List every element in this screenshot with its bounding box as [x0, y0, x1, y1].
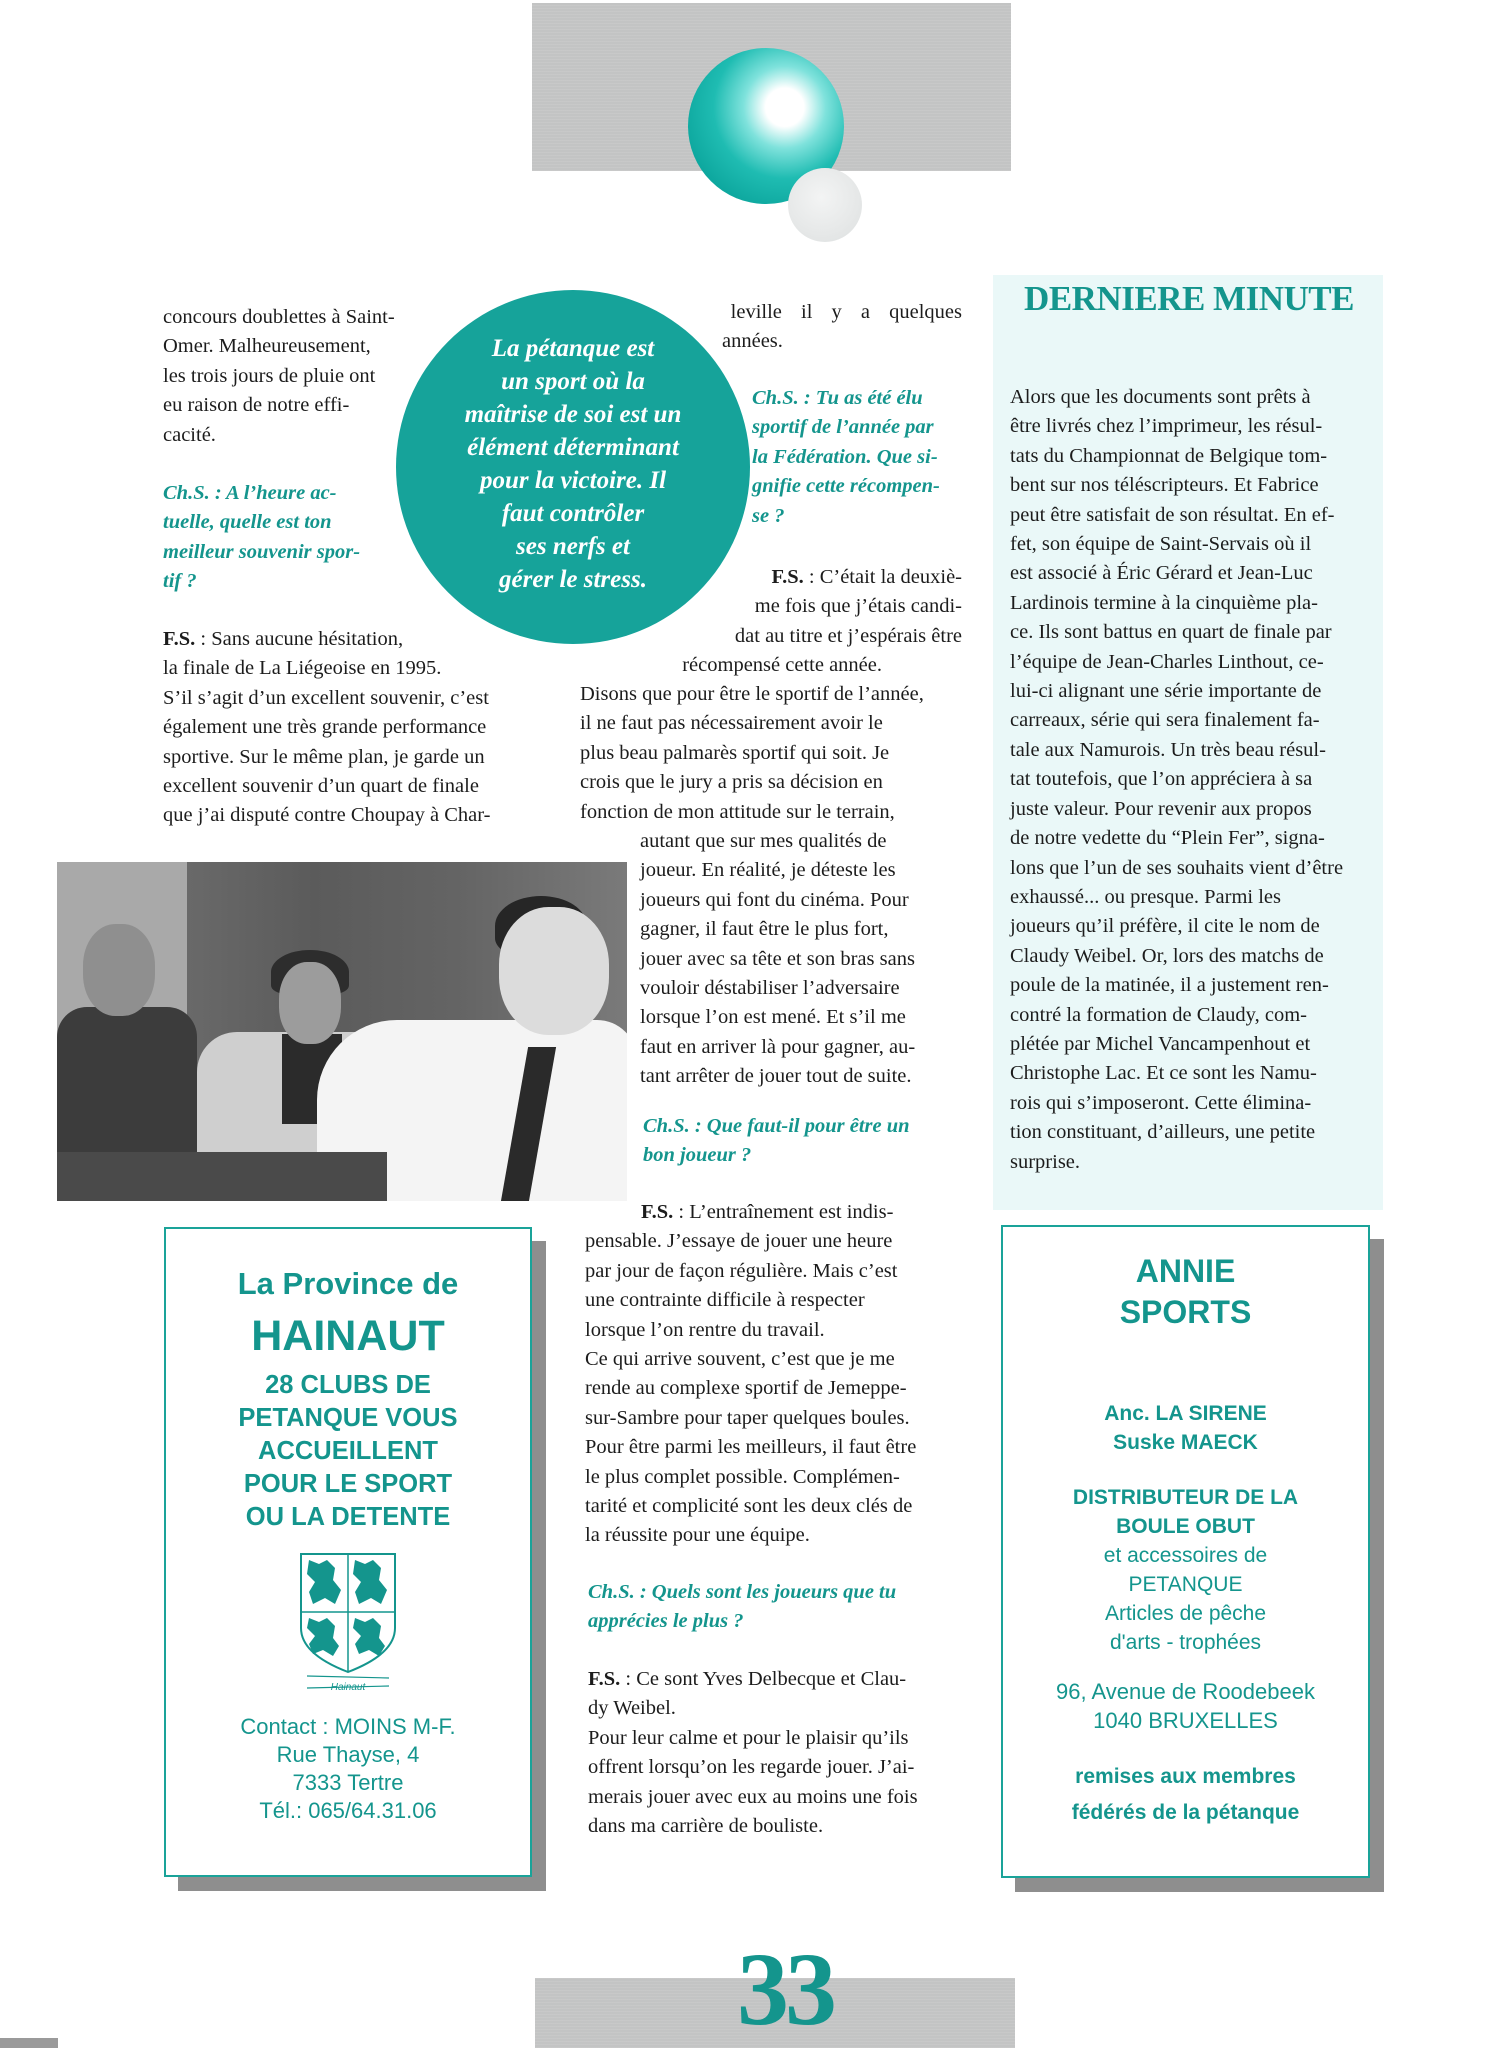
- text-line: joueur. En réalité, je déteste les: [640, 859, 896, 882]
- text-line: Disons que pour être le sportif de l’année,: [580, 683, 924, 705]
- speaker-label: F.S.: [163, 628, 196, 650]
- photo-players-at-table: [57, 862, 627, 1201]
- speaker-label: F.S.: [771, 566, 804, 588]
- speaker-label: F.S.: [641, 1201, 674, 1223]
- text-line: apprécies le plus ?: [588, 1610, 744, 1633]
- col2-intro-text: [700, 298, 962, 357]
- text-line: que j’ai disputé contre Choupay à Char-: [163, 804, 491, 827]
- ad-line: fédérés de la pétanque: [1071, 1801, 1300, 1824]
- text-line: tant arrêter de jouer tout de suite.: [640, 1065, 912, 1088]
- ad-heading: SPORTS: [1119, 1294, 1252, 1330]
- ad-line: Articles de pêche: [1104, 1602, 1267, 1625]
- text-line: gagner, il faut être le plus fort,: [640, 918, 889, 941]
- text-line: eu raison de notre effi-: [163, 394, 350, 417]
- text-line: merais jouer avec eux au moins une fois: [588, 1785, 918, 1808]
- text-line: bent sur nos téléscripteurs. Et Fabrice: [1010, 474, 1319, 497]
- text-line: concours doublettes à Saint-: [163, 306, 395, 328]
- ad-address: 1040 BRUXELLES: [1093, 1708, 1278, 1733]
- text-line: la finale de La Liégeoise en 1995.: [163, 657, 442, 680]
- text-line: : L’entraînement est indis-: [673, 1201, 894, 1223]
- text-line: l’équipe de Jean-Charles Linthout, ce-: [1010, 650, 1324, 673]
- text-line: peut être satisfait de son résultat. En ef-: [1010, 503, 1335, 526]
- page-number: 33: [737, 1932, 833, 2047]
- text-line: Claudy Weibel. Or, lors des matchs de: [1010, 944, 1324, 967]
- text-line: Ce qui arrive souvent, c’est que je me: [585, 1348, 895, 1371]
- ad-line: BOULE OBUT: [1116, 1515, 1255, 1538]
- text-line: la réussite pour une équipe.: [585, 1524, 810, 1547]
- col2-body-text: [580, 680, 962, 827]
- contact-line: 7333 Tertre: [292, 1770, 404, 1795]
- text-line: lui-ci alignant une série importante de: [1010, 680, 1322, 703]
- text-line: récompensé cette année.: [682, 654, 882, 677]
- contact-phone: Tél.: 065/64.31.06: [259, 1798, 437, 1823]
- text-line: sportive. Sur le même plan, je garde un: [163, 745, 485, 768]
- text-line: gnifie cette récompen-: [752, 475, 940, 498]
- interview-answer: [163, 625, 543, 831]
- text-line: Lardinois termine à la cinquième pla-: [1010, 591, 1318, 614]
- text-line: sur-Sambre pour taper quelques boules.: [585, 1406, 910, 1429]
- text-line: tale aux Namurois. Un très beau résul-: [1010, 738, 1326, 761]
- text-line: de notre vedette du “Plein Fer”, signa-: [1010, 827, 1325, 850]
- text-line: lorsque l’on rentre du travail.: [585, 1318, 825, 1341]
- text-line: plétée par Michel Vancampenhout et: [1010, 1032, 1311, 1055]
- ad-annie-sports: [1001, 1225, 1370, 1878]
- text-line: fet, son équipe de Saint-Servais où il: [1010, 533, 1312, 556]
- ad-line: Anc. LA SIRENE: [1104, 1402, 1267, 1425]
- text-line: meilleur souvenir spor-: [163, 540, 361, 563]
- text-line: le plus complet possible. Complémen-: [585, 1465, 900, 1488]
- ad-line: et accessoires de: [1103, 1544, 1268, 1567]
- text-line: Pour être parmi les meilleurs, il faut être: [585, 1436, 917, 1459]
- speaker-label: F.S.: [588, 1668, 621, 1690]
- text-line: Alors que les documents sont prêts à: [1010, 386, 1311, 408]
- text-line: rende au complexe sportif de Jemeppe-: [585, 1377, 907, 1400]
- text-line: surprise.: [1010, 1150, 1081, 1173]
- text-line: joueurs qui font du cinéma. Pour: [640, 888, 909, 911]
- ad-line: d'arts - trophées: [1109, 1631, 1262, 1654]
- interview-question: [588, 1578, 968, 1637]
- text-line: excellent souvenir d’un quart de finale: [163, 775, 479, 798]
- text-line: Omer. Malheureusement,: [163, 335, 371, 358]
- text-line: Ch.S. : Que faut-il pour être un: [643, 1115, 910, 1137]
- text-line: offrent lorsqu’on les regarde jouer. J’ai-: [588, 1756, 915, 1779]
- text-line: exhaussé... ou presque. Parmi les: [1010, 885, 1281, 908]
- ad-heading: ANNIE: [1135, 1253, 1236, 1289]
- text-line: la Fédération. Que si-: [752, 445, 938, 468]
- text-line: crois que le jury a pris sa décision en: [580, 771, 883, 794]
- jack-ball-icon: [788, 168, 862, 242]
- crest-label: Hainaut: [330, 1682, 366, 1693]
- text-line: me fois que j’étais candi-: [754, 595, 962, 618]
- last-minute-text: [1010, 383, 1368, 1177]
- ad-province-hainaut: [164, 1227, 532, 1877]
- contact-line: Rue Thayse, 4: [276, 1742, 420, 1767]
- text-line: par jour de façon régulière. Mais c’est: [585, 1259, 898, 1282]
- text-line: pensable. J’essaye de jouer une heure: [585, 1230, 893, 1253]
- text-line: se ?: [752, 504, 785, 527]
- text-line: faut en arriver là pour gagner, au-: [640, 1035, 916, 1058]
- text-line: lons que l’un de ses souhaits vient d’être: [1010, 856, 1344, 879]
- text-line: leville il y a quelques: [730, 301, 962, 323]
- interview-answer: [585, 1198, 963, 1551]
- text-line: ce. Ils sont battus en quart de finale par: [1010, 621, 1332, 644]
- ad-heading-large: HAINAUT: [251, 1312, 445, 1360]
- text-line: être livrés chez l’imprimeur, les résul-: [1010, 415, 1323, 438]
- text-line: vouloir déstabiliser l’adversaire: [640, 977, 900, 1000]
- ad-line: 28 CLUBS DE: [265, 1371, 431, 1399]
- text-line: bon joueur ?: [643, 1144, 752, 1167]
- ad-line: PETANQUE VOUS: [238, 1404, 458, 1432]
- text-line: il ne faut pas nécessairement avoir le: [580, 712, 883, 735]
- last-minute-title: DERNIERE MINUTE: [1024, 279, 1354, 318]
- text-line: S’il s’agit d’un excellent souvenir, c’est: [163, 686, 489, 709]
- ad-line: remises aux membres: [1075, 1765, 1296, 1788]
- text-line: tif ?: [163, 570, 197, 593]
- interview-answer: [588, 1665, 966, 1841]
- text-line: contré la formation de Claudy, com-: [1010, 1003, 1307, 1026]
- text-line: années.: [722, 330, 783, 353]
- text-line: carreaux, série qui sera finalement fa-: [1010, 709, 1320, 732]
- contact-line: Contact : MOINS M-F.: [240, 1714, 456, 1739]
- text-line: plus beau palmarès sportif qui soit. Je: [580, 741, 890, 764]
- text-line: tuelle, quelle est ton: [163, 511, 332, 534]
- text-line: rois qui s’imposeront. Cette élimina-: [1010, 1091, 1312, 1114]
- text-line: : Ce sont Yves Delbecque et Clau-: [620, 1668, 907, 1690]
- text-line: lorsque l’on est mené. Et s’il me: [640, 1006, 906, 1029]
- ad-line: OU LA DETENTE: [245, 1503, 451, 1531]
- text-line: fonction de mon attitude sur le terrain,: [580, 800, 895, 823]
- interview-answer: [580, 563, 962, 681]
- ad-line: Suske MAECK: [1113, 1431, 1258, 1454]
- text-line: autant que sur mes qualités de: [640, 830, 887, 852]
- text-line: Pour leur calme et pour le plaisir qu’ils: [588, 1726, 909, 1749]
- text-line: une contrainte difficile à respecter: [585, 1289, 865, 1312]
- ad-line: PETANQUE: [1128, 1573, 1243, 1596]
- ad-heading: La Province de: [237, 1266, 459, 1301]
- text-line: dans ma carrière de bouliste.: [588, 1815, 824, 1838]
- pull-quote-text: La pétanque est un sport où la maîtrise de soi est un élément déterminant pour la victoire. Il faut contrôler ses nerfs et gérer le stress.: [464, 335, 682, 593]
- text-line: est associé à Éric Gérard et Jean-Luc: [1010, 562, 1313, 585]
- text-line: Ch.S. : Quels sont les joueurs que tu: [588, 1581, 897, 1603]
- col2-body-text-indented: [640, 827, 962, 1092]
- text-line: les trois jours de pluie ont: [163, 364, 376, 387]
- scan-edge-mark: [0, 2038, 58, 2048]
- text-line: jouer avec sa tête et son bras sans: [640, 947, 915, 970]
- ad-line: DISTRIBUTEUR DE LA: [1072, 1486, 1299, 1509]
- text-line: Ch.S. : A l’heure ac-: [163, 482, 337, 504]
- text-line: tion constituant, d’ailleurs, une petite: [1010, 1121, 1316, 1144]
- text-line: cacité.: [163, 423, 216, 446]
- text-line: tarité et complicité sont les deux clés de: [585, 1495, 913, 1518]
- text-line: tat toutefois, que l’on appréciera à sa: [1010, 768, 1313, 791]
- interview-question: [643, 1112, 963, 1171]
- ad-address: 96, Avenue de Roodebeek: [1056, 1679, 1315, 1704]
- text-line: dat au titre et j’espérais être: [734, 624, 962, 647]
- text-line: joueurs qu’il préfère, il cite le nom de: [1010, 915, 1320, 938]
- text-line: juste valeur. Pour revenir aux propos: [1010, 797, 1312, 820]
- text-line: : Sans aucune hésitation,: [195, 628, 404, 650]
- text-line: tats du Championnat de Belgique tom-: [1010, 444, 1328, 467]
- text-line: sportif de l’année par: [752, 416, 934, 439]
- text-line: poule de la matinée, il a justement ren-: [1010, 974, 1329, 997]
- interview-question: [163, 479, 393, 597]
- text-line: Ch.S. : Tu as été élu: [752, 387, 923, 409]
- hainaut-crest-icon: [166, 1550, 530, 1693]
- ad-line: ACCUEILLENT: [258, 1437, 438, 1465]
- text-line: : C’était la deuxiè-: [803, 566, 962, 588]
- text-line: également une très grande performance: [163, 716, 487, 739]
- text-line: Christophe Lac. Et ce sont les Namu-: [1010, 1062, 1317, 1085]
- ad-line: POUR LE SPORT: [243, 1470, 453, 1498]
- interview-question: [752, 384, 962, 531]
- text-line: dy Weibel.: [588, 1697, 676, 1720]
